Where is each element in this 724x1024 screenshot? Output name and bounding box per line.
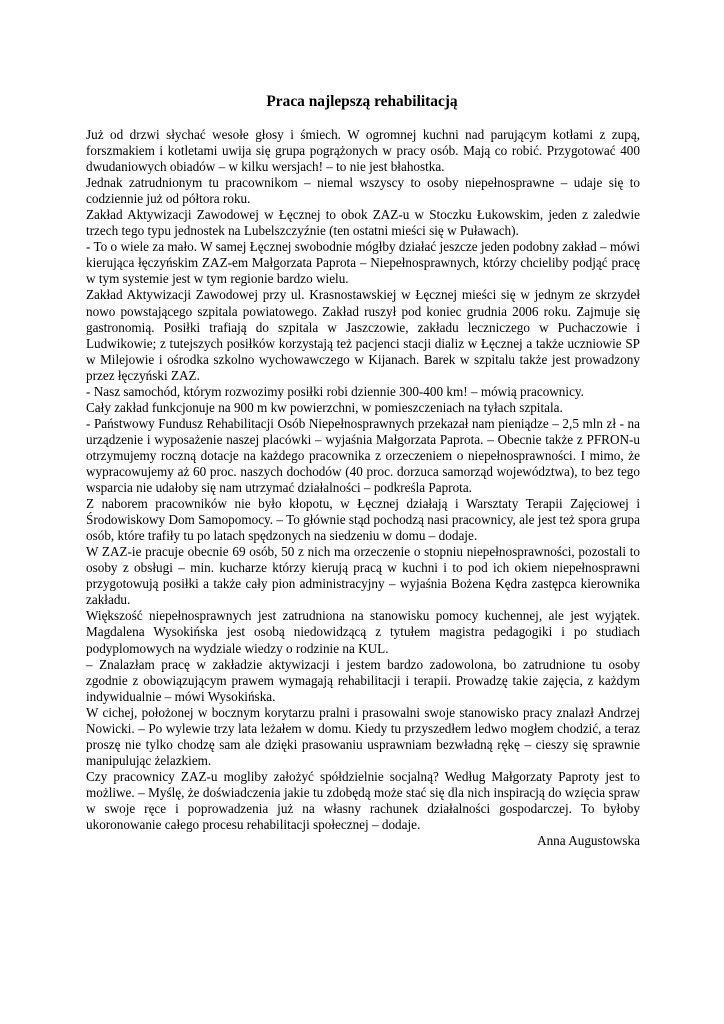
paragraph: W cichej, położonej w bocznym korytarzu pralni i prasowalni swoje stanowisko pracy znalazł Andrzej Nowicki. – Po wylewie trzy lata leżałem w domu. Kiedy tu przyszedłem ledwo mogłem chodzić, a teraz proszę nie tylko chodzę sam ale dzięki prasowaniu usprawniam bezwładną rękę – cieszy się sprawnie manipulując żelazkiem.: [86, 704, 640, 768]
paragraph: Cały zakład funkcjonuje na 900 m kw powierzchni, w pomieszczeniach na tyłach szpitala.: [86, 399, 563, 415]
paragraph: Już od drzwi słychać wesołe głosy i śmiech. W ogromnej kuchni nad parującym kotłami z zupą, forszmakiem i kotletami uwija się grupa pogrążonych w pracy osób. Mają co robić. Przygotować 400 dwudaniowych obiadów – w kilku wersjach! – to nie jest błahostka.: [86, 127, 640, 175]
paragraph: Zakład Aktywizacji Zawodowej przy ul. Krasnostawskiej w Łęcznej mieści się w jednym ze skrzydeł nowo powstającego szpitala powiatowego. Zakład ruszył pod koniec grudnia 2006 roku. Zajmuje się gastronomią. Posiłki trafiają do szpitala w Jaszczowie, zakładu leczniczego w Puchaczowie i Ludwikowie; z tutejszych posiłków korzystają też pacjenci stacji dializ w Łęcznej a także uczniowie SP w Milejowie i ośrodka szkolno wychowawczego w Kijanach. Barek w szpitalu także jest prowadzony przez łęczyński ZAZ.: [86, 287, 640, 383]
paragraph: Zakład Aktywizacji Zawodowej w Łęcznej to obok ZAZ-u w Stoczku Łukowskim, jeden z zaledwie trzech tego typu jednostek na Lubelszczyźnie (ten ostatni mieści się w Puławach).: [86, 207, 640, 239]
paragraph: - Nasz samochód, którym rozwozimy posiłki robi dziennie 300-400 km! – mówią pracownicy.: [86, 383, 584, 399]
paragraph: - To o wiele za mało. W samej Łęcznej swobodnie mógłby działać jeszcze jeden podobny zakład – mówi kierująca łęczyńskim ZAZ-em Małgorzata Paprota – Niepełnosprawnych, którzy chcieliby podjąć pracę w tym systemie jest w tym regionie bardzo wielu.: [86, 239, 640, 287]
paragraph: – Znalazłam pracę w zakładzie aktywizacji i jestem bardzo zadowolona, bo zatrudnione tu osoby zgodnie z obowiązującym prawem wymagają rehabilitacji i terapii. Prowadzę takie zajęcia, z każdym indywidualnie – mówi Wysokińska.: [86, 656, 640, 704]
paragraph: Czy pracownicy ZAZ-u mogliby założyć spółdzielnie socjalną? Według Małgorzaty Paproty jest to możliwe. – Myślę, że doświadczenia jakie tu zdobędą może stać się dla nich inspiracją do wzięcia spraw w swoje ręce i poprowadzenia już na własny rachunek działalności gospodarczej. To byłoby ukoronowanie całego procesu rehabilitacji społecznej – dodaje.: [86, 768, 640, 833]
article-title: Praca najlepszą rehabilitacją: [266, 93, 458, 110]
paragraph: - Państwowy Fundusz Rehabilitacji Osób Niepełnosprawnych przekazał nam pieniądze – 2,5 mln zł - na urządzenie i wyposażenie naszej placówki – wyjaśnia Małgorzata Paprota. – Obecnie także z PFRON-u otrzymujemy roczną dotacje na każdego pracownika z orzeczeniem o niepełnosprawności. I mimo, że wypracowujemy aż 60 proc. naszych dochodów (40 proc. dorzuca samorząd województwa), to bez tego wsparcia nie udałoby się nam utrzymać działalności – podkreśla Paprota.: [86, 415, 640, 496]
paragraph: Z naborem pracowników nie było kłopotu, w Łęcznej działają i Warsztaty Terapii Zajęciowej i Środowiskowy Dom Samopomocy. – To głównie stąd pochodzą nasi pracownicy, ale jest też spora grupa osób, które trafiły tu po latach spędzonych na siedzeniu w domu – dodaje.: [86, 496, 640, 544]
author-signature: Anna Augustowska: [537, 833, 640, 849]
paragraph: Jednak zatrudnionym tu pracownikom – niemal wszyscy to osoby niepełnosprawne – udaje się to codziennie już od półtora roku.: [86, 175, 640, 207]
paragraph: Większość niepełnosprawnych jest zatrudniona na stanowisku pomocy kuchennej, ale jest wyjątek. Magdalena Wysokińska jest osobą niedowidzącą z tytułem magistra pedagogiki i po studiach podyplomowych na wydziale wiedzy o rodzinie na KUL.: [86, 608, 640, 656]
paragraph: W ZAZ-ie pracuje obecnie 69 osób, 50 z nich ma orzeczenie o stopniu niepełnosprawności, pozostali to osoby z obsługi – min. kucharze którzy kierują pracą w kuchni i to pod ich okiem niepełnosprawni przygotowują posiłki a także cały pion administracyjny – wyjaśnia Bożena Kędra zastępca kierownika zakładu.: [86, 544, 640, 608]
article-body: [86, 127, 640, 849]
